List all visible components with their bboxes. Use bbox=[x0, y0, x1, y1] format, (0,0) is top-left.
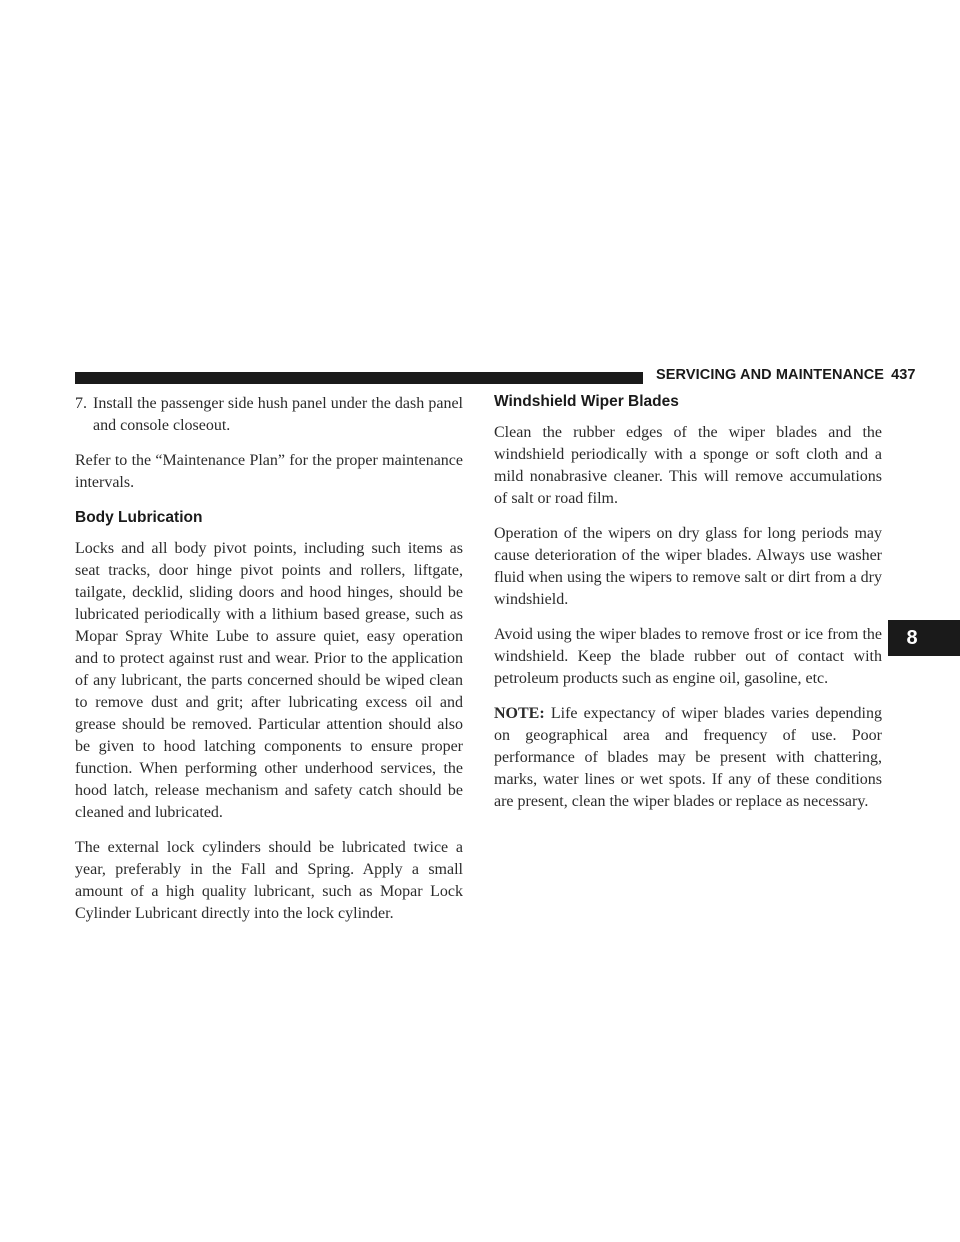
page-header bbox=[656, 367, 916, 383]
right-column bbox=[494, 391, 882, 826]
wiper-paragraph-2: Operation of the wipers on dry glass for long periods may cause deterioration of the wiper blades. Always use washer fluid when using the wipers to remove salt or dirt from a dry windshield. bbox=[494, 525, 882, 608]
body-lubrication-paragraph-2: The external lock cylinders should be lubricated twice a year, preferably in the Fall and Spring. Apply a small amount of a high quality lubricant, such as Mopar Lock Cylinder Lubricant directly into the lock cylinder. bbox=[75, 839, 463, 922]
body-lubrication-heading: Body Lubrication bbox=[75, 509, 203, 526]
note-paragraph bbox=[494, 703, 882, 813]
wiper-paragraph-3: Avoid using the wiper blades to remove frost or ice from the windshield. Keep the blade rubber out of contact with petroleum products such as engine oil, gasoline, etc. bbox=[494, 626, 882, 687]
body-lubrication-paragraph-1: Locks and all body pivot points, including such items as seat tracks, door hinge pivot points and rollers, liftgate, tailgate, decklid, sliding doors and hood hinges, should be lubricated periodically with a lithium based grease, such as Mopar Spray White Lube to assure quiet, easy operation and to protect against rust and wear. Prior to the application of any lubricant, the parts concerned should be wiped clean to remove dust and grit; after lubricating excess oil and grease should be removed. Particular attention should also be given to hood latching components to ensure proper function. When performing other underhood services, the hood latch, release mechanism and safety catch should be cleaned and lubricated. bbox=[75, 540, 463, 821]
chapter-number: 8 bbox=[906, 626, 918, 649]
section-title: SERVICING AND MAINTENANCE bbox=[656, 367, 885, 383]
step-item bbox=[75, 393, 463, 437]
wiper-blades-heading: Windshield Wiper Blades bbox=[494, 393, 679, 410]
note-text: Life expectancy of wiper blades varies depending on geographical area and frequency of use. Poor performance of blades may be present with chattering, marks, water lines or wet spots. If any of these conditions are present, clean the wiper blades or replace as necessary. bbox=[494, 705, 883, 810]
refer-paragraph: Refer to the “Maintenance Plan” for the proper maintenance intervals. bbox=[75, 452, 463, 491]
chapter-tab bbox=[888, 620, 960, 656]
note-label: NOTE: bbox=[494, 705, 545, 722]
step-text: Install the passenger side hush panel under the dash panel and console closeout. bbox=[93, 395, 463, 434]
header-bar bbox=[75, 372, 643, 384]
page-number: 437 bbox=[891, 367, 916, 383]
wiper-paragraph-1: Clean the rubber edges of the wiper blades and the windshield periodically with a sponge or soft cloth and a mild nonabrasive cleaner. This will remove accumulations of salt or road film. bbox=[494, 424, 882, 507]
left-column bbox=[75, 393, 463, 938]
step-number: 7. bbox=[75, 395, 87, 412]
